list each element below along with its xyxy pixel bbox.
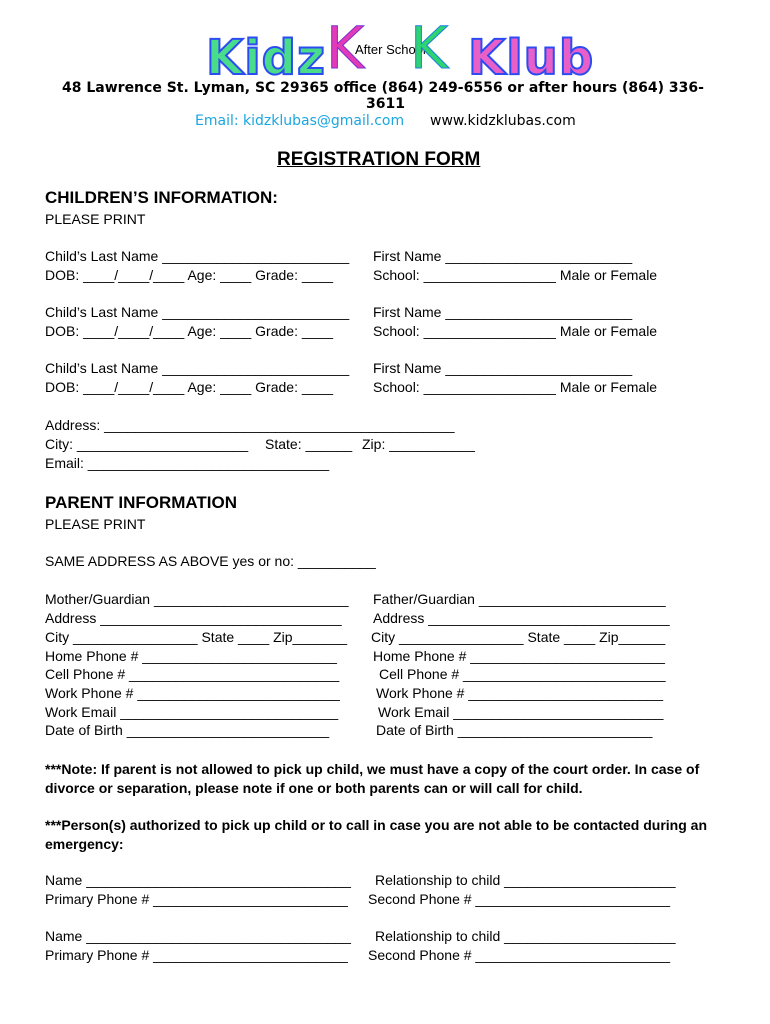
children-zip-field[interactable]: Zip: ___________ xyxy=(362,436,475,452)
children-address-field[interactable]: Address: _____________________________________________ xyxy=(45,417,455,433)
form-title: REGISTRATION FORM xyxy=(277,149,481,170)
children-print-note: PLEASE PRINT xyxy=(45,211,146,227)
authorized-name-field[interactable]: Name __________________________________ xyxy=(45,872,351,888)
father-city-state-zip-field[interactable]: City ________________ State ____ Zip______ xyxy=(371,629,666,645)
same-address-field[interactable]: SAME ADDRESS AS ABOVE yes or no: __________ xyxy=(45,553,376,569)
children-state-field[interactable]: State: ______ xyxy=(265,436,353,452)
child-school-field[interactable]: School: _________________ Male or Female xyxy=(373,379,658,395)
mother-work-phone-field[interactable]: Work Phone # __________________________ xyxy=(45,685,340,701)
father-home-phone-field[interactable]: Home Phone # _________________________ xyxy=(373,648,665,664)
mother-dob-field[interactable]: Date of Birth __________________________ xyxy=(45,722,330,738)
child-last-name-field[interactable]: Child’s Last Name ________________________ xyxy=(45,248,350,264)
child-school-field[interactable]: School: _________________ Male or Female xyxy=(373,267,658,283)
father-cell-phone-field[interactable]: Cell Phone # __________________________ xyxy=(379,666,666,682)
address-line: 48 Lawrence St. Lyman, SC 29365 office (864) 249-6556 or after hours (864) 336- xyxy=(62,80,704,96)
child-dob-field[interactable]: DOB: ____/____/____ Age: ____ Grade: ____ xyxy=(45,323,334,339)
child-first-name-field[interactable]: First Name ________________________ xyxy=(373,248,633,264)
logo-k-pink: K xyxy=(326,14,365,82)
mother-address-field[interactable]: Address _______________________________ xyxy=(45,610,342,626)
authorized-primary-phone-field[interactable]: Primary Phone # _________________________ xyxy=(45,947,348,963)
mother-guardian-field[interactable]: Mother/Guardian _________________________ xyxy=(45,591,349,607)
authorized-name-field[interactable]: Name __________________________________ xyxy=(45,928,351,944)
father-work-phone-field[interactable]: Work Phone # _________________________ xyxy=(376,685,663,701)
address-line-continued: 3611 xyxy=(366,96,405,112)
children-email-field[interactable]: Email: _______________________________ xyxy=(45,455,330,471)
child-first-name-field[interactable]: First Name ________________________ xyxy=(373,304,633,320)
court-order-note: ***Note: If parent is not allowed to pick up child, we must have a copy of the court order. In case of divorce or separation, please note if one or both parents can or will call for child. xyxy=(45,761,700,796)
authorized-relationship-field[interactable]: Relationship to child ______________________ xyxy=(375,928,676,944)
authorized-relationship-field[interactable]: Relationship to child ______________________ xyxy=(375,872,676,888)
father-address-field[interactable]: Address _______________________________ xyxy=(373,610,670,626)
website-link[interactable]: www.kidzklubas.com xyxy=(430,113,576,129)
logo-k-green: K xyxy=(410,14,449,82)
mother-city-state-zip-field[interactable]: City ________________ State ____ Zip_______ xyxy=(45,629,348,645)
email-link[interactable]: Email: kidzklubas@gmail.com xyxy=(195,113,405,129)
authorized-primary-phone-field[interactable]: Primary Phone # _________________________ xyxy=(45,891,348,907)
father-work-email-field[interactable]: Work Email ___________________________ xyxy=(378,704,664,720)
logo-klub: Klub xyxy=(468,30,595,86)
children-heading: CHILDREN’S INFORMATION: xyxy=(45,188,278,207)
mother-work-email-field[interactable]: Work Email ____________________________ xyxy=(45,704,339,720)
child-first-name-field[interactable]: First Name ________________________ xyxy=(373,360,633,376)
authorized-second-phone-field[interactable]: Second Phone # _________________________ xyxy=(368,947,671,963)
parent-print-note: PLEASE PRINT xyxy=(45,516,146,532)
authorized-persons-note: ***Person(s) authorized to pick up child or to call in case you are not able to be contacted during an emergency: xyxy=(45,817,707,852)
mother-cell-phone-field[interactable]: Cell Phone # ___________________________ xyxy=(45,666,340,682)
logo-kidz: Kidz xyxy=(206,30,326,86)
father-dob-field[interactable]: Date of Birth _________________________ xyxy=(376,722,653,738)
child-last-name-field[interactable]: Child’s Last Name ________________________ xyxy=(45,360,350,376)
father-guardian-field[interactable]: Father/Guardian ________________________ xyxy=(373,591,666,607)
mother-home-phone-field[interactable]: Home Phone # _________________________ xyxy=(45,648,337,664)
authorized-second-phone-field[interactable]: Second Phone # _________________________ xyxy=(368,891,671,907)
child-school-field[interactable]: School: _________________ Male or Female xyxy=(373,323,658,339)
logo-after-school: After School xyxy=(355,42,426,57)
parent-heading: PARENT INFORMATION xyxy=(45,493,238,512)
child-dob-field[interactable]: DOB: ____/____/____ Age: ____ Grade: ____ xyxy=(45,379,334,395)
children-city-field[interactable]: City: ______________________ xyxy=(45,436,249,452)
child-dob-field[interactable]: DOB: ____/____/____ Age: ____ Grade: ____ xyxy=(45,267,334,283)
child-last-name-field[interactable]: Child’s Last Name ________________________ xyxy=(45,304,350,320)
